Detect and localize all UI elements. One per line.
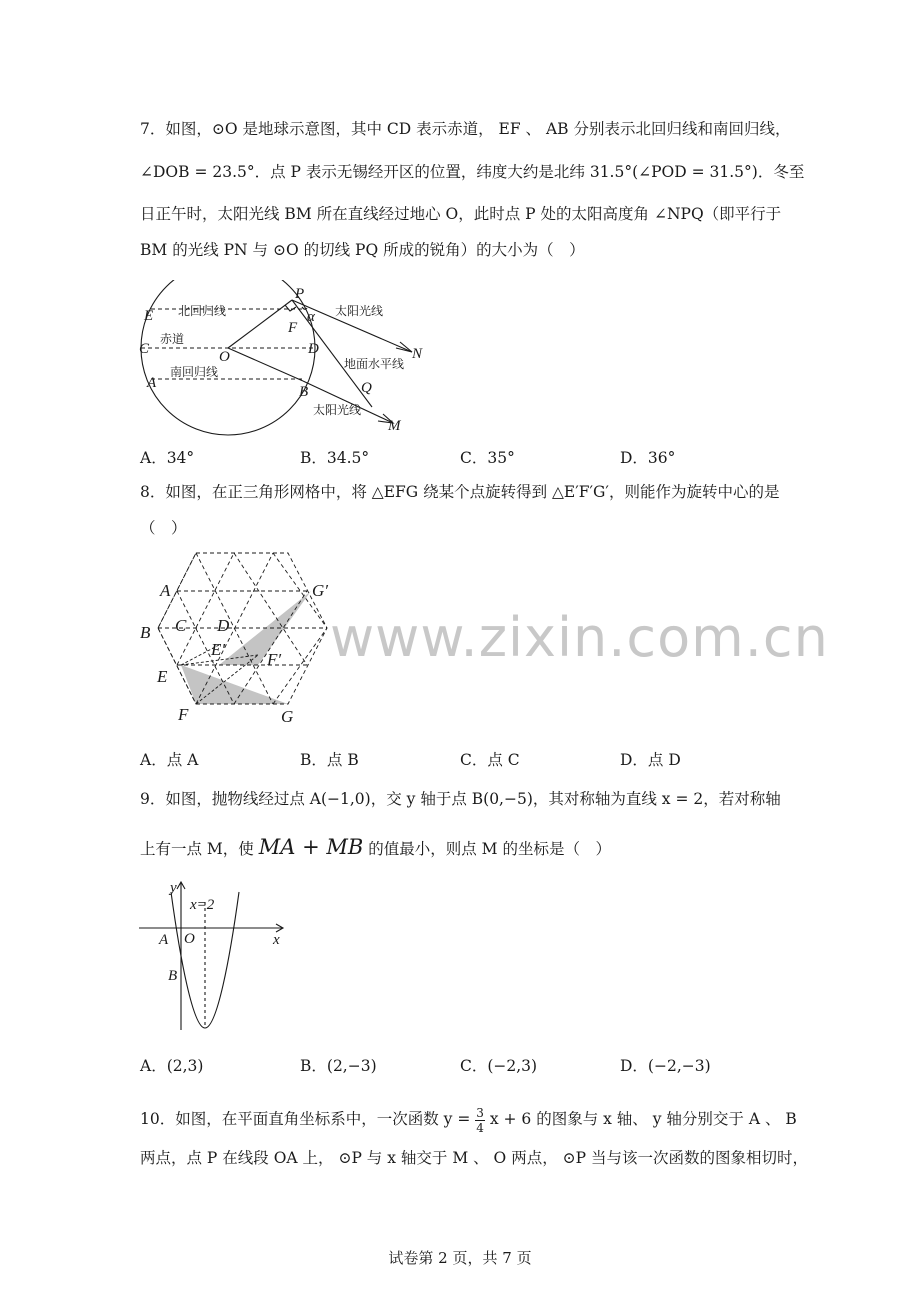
text-ground-line: 地面水平线 bbox=[344, 357, 405, 371]
q8-option-d: D．点 D bbox=[620, 751, 681, 769]
label-g: G bbox=[281, 707, 294, 726]
label-c: C bbox=[139, 341, 150, 357]
label-g-prime: G′ bbox=[312, 581, 328, 600]
q10-line-1-post: x + 6 的图象与 x 轴、 y 轴分别交于 A 、 B bbox=[489, 1110, 797, 1128]
q9-expression-ma-mb: MA + MB bbox=[258, 835, 364, 859]
label-x-eq-2: x=2 bbox=[190, 897, 215, 913]
q7-option-d: D．36° bbox=[620, 449, 676, 467]
fraction-denominator: 4 bbox=[476, 1120, 484, 1135]
q10-line-1-pre: 10．如图，在平面直角坐标系中，一次函数 y = bbox=[140, 1110, 471, 1128]
q8-line-1: 8．如图，在正三角形网格中，将 △EFG 绕某个点旋转得到 △E′F′G′，则能作为旋转中心的是 bbox=[140, 483, 780, 501]
label-b: B bbox=[140, 623, 151, 642]
q7-line-1: 7．如图，⊙O 是地球示意图，其中 CD 表示赤道， EF 、 AB 分别表示北回归线和南回归线， bbox=[140, 120, 791, 138]
q9-line-2-post: 的值最小，则点 M 的坐标是（ ） bbox=[368, 840, 611, 858]
label-o: O bbox=[219, 349, 230, 365]
right-angle-mark bbox=[285, 305, 296, 311]
q8-option-a: A．点 A bbox=[140, 751, 199, 769]
text-sunlight-2: 太阳光线 bbox=[313, 403, 362, 417]
label-q: Q bbox=[361, 380, 372, 396]
radius-op bbox=[228, 300, 292, 348]
q7-option-a: A．34° bbox=[140, 449, 195, 467]
label-f-prime: F′ bbox=[267, 650, 282, 669]
q9-option-a: A．(2,3) bbox=[140, 1057, 204, 1075]
q9-line-2-pre: 上有一点 M，使 bbox=[140, 840, 254, 858]
label-p: P bbox=[295, 286, 305, 302]
label-a: A bbox=[159, 932, 169, 948]
q9-parabola-graph bbox=[135, 878, 295, 1038]
q8-line-2: （ ） bbox=[140, 519, 187, 537]
text-tropic-cancer: 北回归线 bbox=[178, 304, 227, 318]
q9-option-b: B．(2,−3) bbox=[300, 1057, 377, 1075]
triangle-efg bbox=[181, 665, 288, 704]
q7-option-b: B．34.5° bbox=[300, 449, 370, 467]
label-b: B bbox=[168, 968, 178, 984]
label-o: O bbox=[184, 931, 195, 947]
label-b: B bbox=[299, 384, 309, 400]
arrow-n bbox=[396, 342, 412, 352]
q7-earth-diagram bbox=[130, 280, 450, 440]
q9-line-2 bbox=[140, 837, 611, 859]
label-e: E bbox=[144, 308, 154, 324]
label-d: D bbox=[217, 616, 230, 635]
q10-line-2: 两点，点 P 在线段 OA 上， ⊙P 与 x 轴交于 M 、 O 两点， ⊙P 当与该一次函数的图象相切时， bbox=[140, 1149, 808, 1167]
text-equator: 赤道 bbox=[160, 332, 185, 346]
label-x: x bbox=[273, 932, 280, 948]
label-a: A bbox=[147, 375, 157, 391]
label-f: F bbox=[288, 320, 298, 336]
label-n: N bbox=[412, 346, 423, 362]
label-e: E bbox=[157, 667, 168, 686]
label-f: F bbox=[178, 705, 189, 724]
label-c: C bbox=[175, 616, 187, 635]
q8-option-b: B．点 B bbox=[300, 751, 359, 769]
q7-option-c: C．35° bbox=[460, 449, 515, 467]
q8-option-c: C．点 C bbox=[460, 751, 520, 769]
label-d: D bbox=[308, 341, 319, 357]
text-sunlight-1: 太阳光线 bbox=[335, 304, 384, 318]
watermark: www.zixin.com.cn bbox=[330, 606, 829, 669]
q7-line-3: 日正午时，太阳光线 BM 所在直线经过地心 O，此时点 P 处的太阳高度角 ∠NPQ（即平行于 bbox=[140, 205, 782, 223]
fraction-three-quarters bbox=[475, 1106, 485, 1135]
q8-triangle-grid bbox=[135, 545, 345, 730]
label-y: y bbox=[170, 880, 177, 896]
q7-line-2: ∠DOB = 23.5°．点 P 表示无锡经开区的位置，纬度大约是北纬 31.5°(∠POD = 31.5°)．冬至 bbox=[140, 163, 805, 181]
q9-option-c: C．(−2,3) bbox=[460, 1057, 538, 1075]
q9-option-d: D．(−2,−3) bbox=[620, 1057, 711, 1075]
q7-line-4: BM 的光线 PN 与 ⊙O 的切线 PQ 所成的锐角）的大小为（ ） bbox=[140, 241, 585, 259]
page-footer: 试卷第 2 页，共 7 页 bbox=[388, 1249, 532, 1267]
label-e-prime: E′ bbox=[211, 640, 226, 659]
q9-line-1: 9．如图，抛物线经过点 A(−1,0)，交 y 轴于点 B(0,−5)，其对称轴为直线 x = 2，若对称轴 bbox=[140, 790, 781, 808]
text-tropic-capricorn: 南回归线 bbox=[170, 365, 219, 379]
label-m: M bbox=[388, 418, 401, 434]
fraction-numerator: 3 bbox=[476, 1105, 484, 1120]
label-a: A bbox=[160, 581, 171, 600]
q10-line-1 bbox=[140, 1101, 797, 1137]
label-alpha: α bbox=[307, 309, 315, 325]
radius-ob bbox=[228, 348, 303, 381]
